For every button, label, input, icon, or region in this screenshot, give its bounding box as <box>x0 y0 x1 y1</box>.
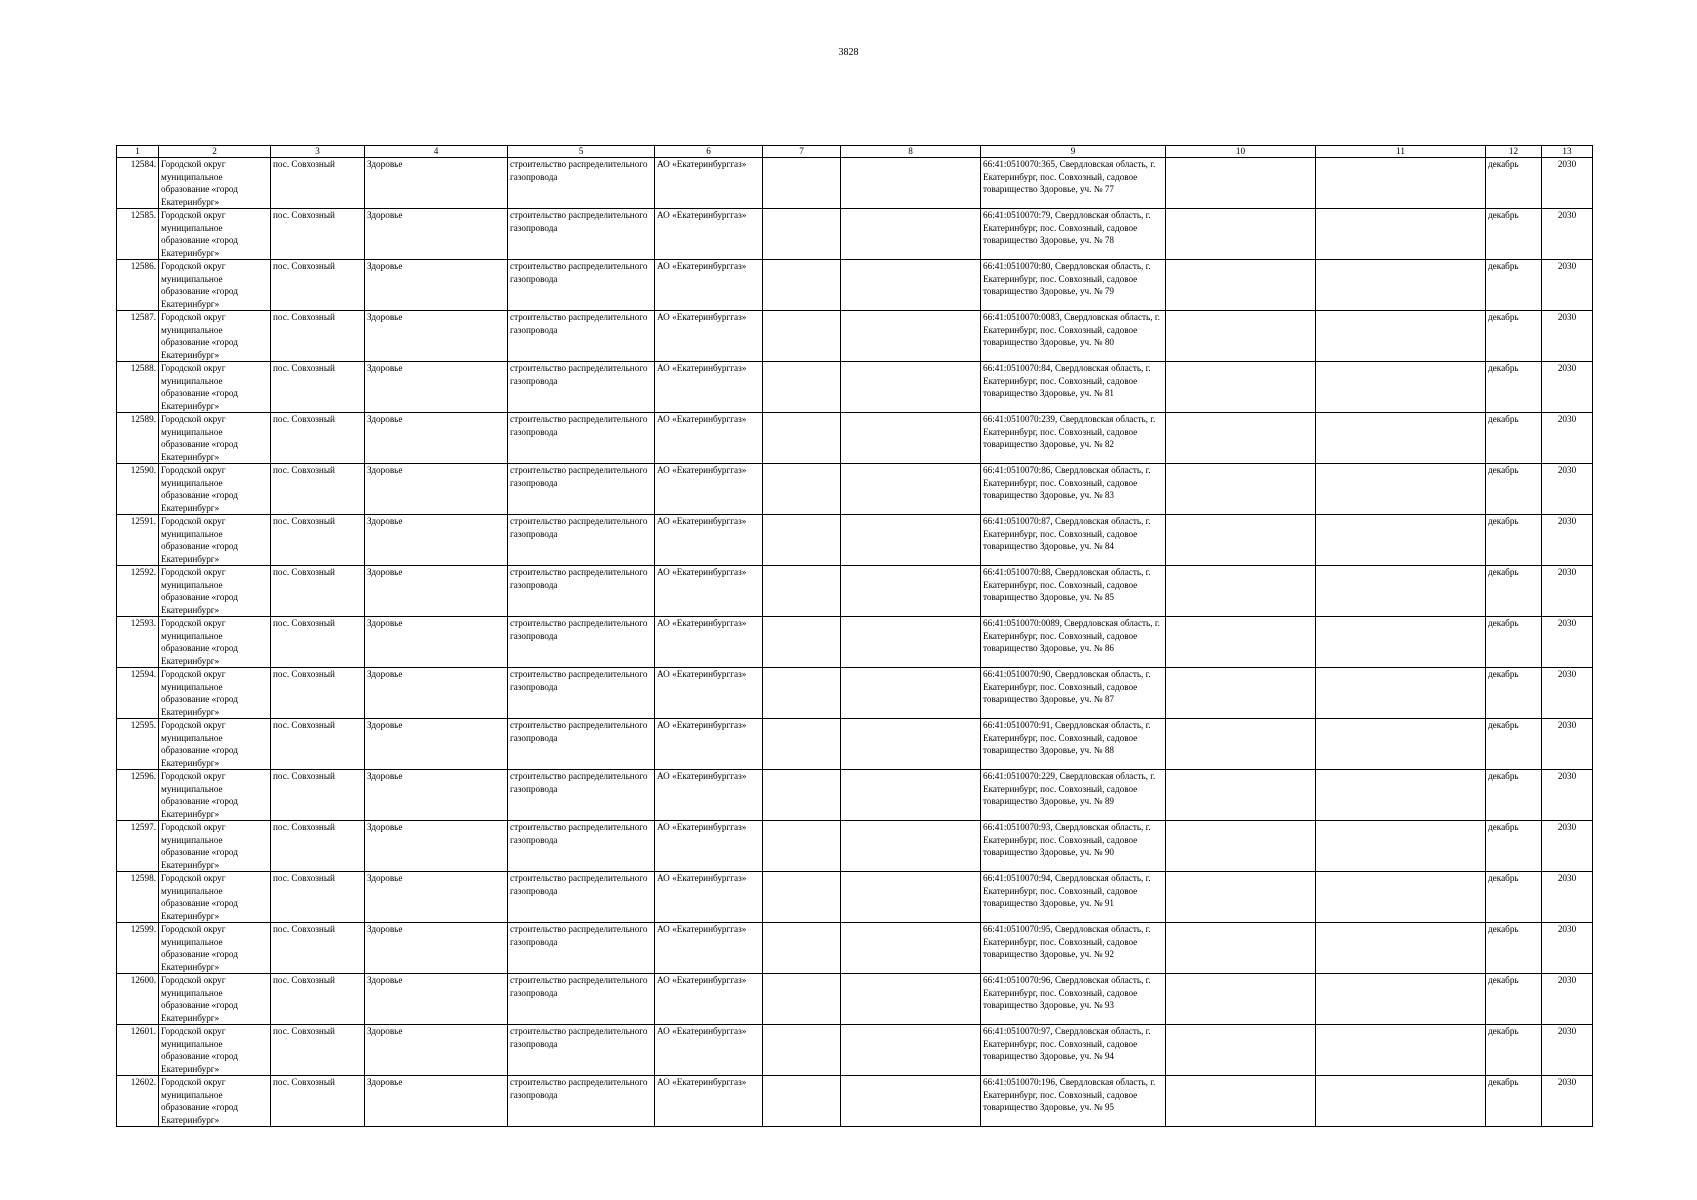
year-cell: 2030 <box>1542 209 1593 260</box>
column-10-cell <box>1166 617 1316 668</box>
column-10-cell <box>1166 311 1316 362</box>
parcel-cell: 66:41:0510070:84, Свердловская область, г. Екатеринбург, пос. Совхозный, садовое товарищество Здоровье, уч. № 81 <box>981 362 1166 413</box>
row-number-cell: 12595. <box>117 719 159 770</box>
table-row <box>117 158 1593 209</box>
organization-cell: АО «Екатеринбурггаз» <box>655 362 763 413</box>
column-8-cell <box>841 260 981 311</box>
purpose-cell: строительство распределительного газопровода <box>508 821 655 872</box>
organization-cell: АО «Екатеринбурггаз» <box>655 566 763 617</box>
column-header-1: 1 <box>117 146 159 158</box>
organization-cell: АО «Екатеринбурггаз» <box>655 311 763 362</box>
settlement-cell: пос. Совхозный <box>271 515 365 566</box>
column-11-cell <box>1316 464 1486 515</box>
column-8-cell <box>841 668 981 719</box>
table-row <box>117 413 1593 464</box>
purpose-cell: строительство распределительного газопровода <box>508 1025 655 1076</box>
column-header-5: 5 <box>508 146 655 158</box>
organization-cell: АО «Екатеринбурггаз» <box>655 158 763 209</box>
column-7-cell <box>763 260 841 311</box>
month-cell: декабрь <box>1486 923 1542 974</box>
column-11-cell <box>1316 209 1486 260</box>
territory-cell: Здоровье <box>365 260 508 311</box>
column-10-cell <box>1166 719 1316 770</box>
territory-cell: Здоровье <box>365 821 508 872</box>
month-cell: декабрь <box>1486 821 1542 872</box>
territory-cell: Здоровье <box>365 464 508 515</box>
territory-cell: Здоровье <box>365 1025 508 1076</box>
municipality-cell: Городской округ муниципальное образование «город Екатеринбург» <box>159 311 271 362</box>
table-row <box>117 464 1593 515</box>
organization-cell: АО «Екатеринбурггаз» <box>655 923 763 974</box>
organization-cell: АО «Екатеринбурггаз» <box>655 974 763 1025</box>
territory-cell: Здоровье <box>365 974 508 1025</box>
column-10-cell <box>1166 464 1316 515</box>
column-header-4: 4 <box>365 146 508 158</box>
settlement-cell: пос. Совхозный <box>271 1076 365 1127</box>
purpose-cell: строительство распределительного газопровода <box>508 668 655 719</box>
table-row <box>117 923 1593 974</box>
municipality-cell: Городской округ муниципальное образование «город Екатеринбург» <box>159 719 271 770</box>
column-header-12: 12 <box>1486 146 1542 158</box>
territory-cell: Здоровье <box>365 209 508 260</box>
column-8-cell <box>841 1076 981 1127</box>
column-header-3: 3 <box>271 146 365 158</box>
organization-cell: АО «Екатеринбурггаз» <box>655 668 763 719</box>
column-11-cell <box>1316 566 1486 617</box>
municipality-cell: Городской округ муниципальное образование «город Екатеринбург» <box>159 923 271 974</box>
municipality-cell: Городской округ муниципальное образование «город Екатеринбург» <box>159 515 271 566</box>
row-number-cell: 12592. <box>117 566 159 617</box>
column-7-cell <box>763 311 841 362</box>
organization-cell: АО «Екатеринбурггаз» <box>655 515 763 566</box>
column-10-cell <box>1166 872 1316 923</box>
register-table <box>116 145 1593 1127</box>
organization-cell: АО «Екатеринбурггаз» <box>655 1076 763 1127</box>
row-number-cell: 12593. <box>117 617 159 668</box>
column-10-cell <box>1166 566 1316 617</box>
row-number-cell: 12599. <box>117 923 159 974</box>
territory-cell: Здоровье <box>365 566 508 617</box>
column-8-cell <box>841 158 981 209</box>
column-header-10: 10 <box>1166 146 1316 158</box>
column-8-cell <box>841 413 981 464</box>
column-8-cell <box>841 311 981 362</box>
table-row <box>117 209 1593 260</box>
purpose-cell: строительство распределительного газопровода <box>508 260 655 311</box>
settlement-cell: пос. Совхозный <box>271 464 365 515</box>
month-cell: декабрь <box>1486 362 1542 413</box>
year-cell: 2030 <box>1542 311 1593 362</box>
purpose-cell: строительство распределительного газопровода <box>508 566 655 617</box>
column-header-8: 8 <box>841 146 981 158</box>
municipality-cell: Городской округ муниципальное образование «город Екатеринбург» <box>159 872 271 923</box>
row-number-cell: 12597. <box>117 821 159 872</box>
municipality-cell: Городской округ муниципальное образование «город Екатеринбург» <box>159 974 271 1025</box>
table-row <box>117 974 1593 1025</box>
purpose-cell: строительство распределительного газопровода <box>508 1076 655 1127</box>
column-11-cell <box>1316 362 1486 413</box>
territory-cell: Здоровье <box>365 158 508 209</box>
year-cell: 2030 <box>1542 464 1593 515</box>
year-cell: 2030 <box>1542 923 1593 974</box>
month-cell: декабрь <box>1486 617 1542 668</box>
municipality-cell: Городской округ муниципальное образование «город Екатеринбург» <box>159 260 271 311</box>
month-cell: декабрь <box>1486 566 1542 617</box>
municipality-cell: Городской округ муниципальное образование «город Екатеринбург» <box>159 464 271 515</box>
municipality-cell: Городской округ муниципальное образование «город Екатеринбург» <box>159 1076 271 1127</box>
page-number: 3828 <box>838 47 859 58</box>
column-7-cell <box>763 872 841 923</box>
column-10-cell <box>1166 668 1316 719</box>
territory-cell: Здоровье <box>365 719 508 770</box>
settlement-cell: пос. Совхозный <box>271 821 365 872</box>
organization-cell: АО «Екатеринбурггаз» <box>655 1025 763 1076</box>
column-7-cell <box>763 668 841 719</box>
column-header-2: 2 <box>159 146 271 158</box>
purpose-cell: строительство распределительного газопровода <box>508 158 655 209</box>
column-10-cell <box>1166 974 1316 1025</box>
purpose-cell: строительство распределительного газопровода <box>508 362 655 413</box>
settlement-cell: пос. Совхозный <box>271 566 365 617</box>
municipality-cell: Городской округ муниципальное образование «город Екатеринбург» <box>159 821 271 872</box>
territory-cell: Здоровье <box>365 362 508 413</box>
column-11-cell <box>1316 1025 1486 1076</box>
month-cell: декабрь <box>1486 1025 1542 1076</box>
parcel-cell: 66:41:0510070:94, Свердловская область, г. Екатеринбург, пос. Совхозный, садовое товарищество Здоровье, уч. № 91 <box>981 872 1166 923</box>
parcel-cell: 66:41:0510070:91, Свердловская область, г. Екатеринбург, пос. Совхозный, садовое товарищество Здоровье, уч. № 88 <box>981 719 1166 770</box>
column-10-cell <box>1166 209 1316 260</box>
organization-cell: АО «Екатеринбурггаз» <box>655 464 763 515</box>
row-number-cell: 12589. <box>117 413 159 464</box>
column-7-cell <box>763 362 841 413</box>
parcel-cell: 66:41:0510070:93, Свердловская область, г. Екатеринбург, пос. Совхозный, садовое товарищество Здоровье, уч. № 90 <box>981 821 1166 872</box>
column-8-cell <box>841 872 981 923</box>
municipality-cell: Городской округ муниципальное образование «город Екатеринбург» <box>159 617 271 668</box>
column-7-cell <box>763 158 841 209</box>
column-7-cell <box>763 923 841 974</box>
month-cell: декабрь <box>1486 311 1542 362</box>
month-cell: декабрь <box>1486 515 1542 566</box>
settlement-cell: пос. Совхозный <box>271 770 365 821</box>
territory-cell: Здоровье <box>365 617 508 668</box>
settlement-cell: пос. Совхозный <box>271 872 365 923</box>
municipality-cell: Городской округ муниципальное образование «город Екатеринбург» <box>159 566 271 617</box>
parcel-cell: 66:41:0510070:0089, Свердловская область, г. Екатеринбург, пос. Совхозный, садовое товарищество Здоровье, уч. № 86 <box>981 617 1166 668</box>
year-cell: 2030 <box>1542 260 1593 311</box>
settlement-cell: пос. Совхозный <box>271 668 365 719</box>
territory-cell: Здоровье <box>365 515 508 566</box>
row-number-cell: 12594. <box>117 668 159 719</box>
column-7-cell <box>763 617 841 668</box>
purpose-cell: строительство распределительного газопровода <box>508 515 655 566</box>
table-row <box>117 872 1593 923</box>
territory-cell: Здоровье <box>365 1076 508 1127</box>
column-header-6: 6 <box>655 146 763 158</box>
column-11-cell <box>1316 311 1486 362</box>
column-8-cell <box>841 974 981 1025</box>
column-header-11: 11 <box>1316 146 1486 158</box>
month-cell: декабрь <box>1486 260 1542 311</box>
municipality-cell: Городской округ муниципальное образование «город Екатеринбург» <box>159 1025 271 1076</box>
parcel-cell: 66:41:0510070:79, Свердловская область, г. Екатеринбург, пос. Совхозный, садовое товарищество Здоровье, уч. № 78 <box>981 209 1166 260</box>
row-number-cell: 12596. <box>117 770 159 821</box>
column-8-cell <box>841 464 981 515</box>
purpose-cell: строительство распределительного газопровода <box>508 617 655 668</box>
column-header-13: 13 <box>1542 146 1593 158</box>
table-row <box>117 311 1593 362</box>
column-11-cell <box>1316 260 1486 311</box>
column-header-7: 7 <box>763 146 841 158</box>
column-number-row <box>117 146 1593 158</box>
year-cell: 2030 <box>1542 158 1593 209</box>
year-cell: 2030 <box>1542 974 1593 1025</box>
column-11-cell <box>1316 617 1486 668</box>
month-cell: декабрь <box>1486 158 1542 209</box>
column-7-cell <box>763 719 841 770</box>
parcel-cell: 66:41:0510070:365, Свердловская область, г. Екатеринбург, пос. Совхозный, садовое товарищество Здоровье, уч. № 77 <box>981 158 1166 209</box>
year-cell: 2030 <box>1542 821 1593 872</box>
column-8-cell <box>841 566 981 617</box>
row-number-cell: 12598. <box>117 872 159 923</box>
table-row <box>117 260 1593 311</box>
table-row <box>117 668 1593 719</box>
parcel-cell: 66:41:0510070:90, Свердловская область, г. Екатеринбург, пос. Совхозный, садовое товарищество Здоровье, уч. № 87 <box>981 668 1166 719</box>
month-cell: декабрь <box>1486 719 1542 770</box>
month-cell: декабрь <box>1486 770 1542 821</box>
column-10-cell <box>1166 362 1316 413</box>
settlement-cell: пос. Совхозный <box>271 311 365 362</box>
row-number-cell: 12600. <box>117 974 159 1025</box>
column-7-cell <box>763 821 841 872</box>
month-cell: декабрь <box>1486 464 1542 515</box>
purpose-cell: строительство распределительного газопровода <box>508 974 655 1025</box>
column-10-cell <box>1166 158 1316 209</box>
settlement-cell: пос. Совхозный <box>271 158 365 209</box>
municipality-cell: Городской округ муниципальное образование «город Екатеринбург» <box>159 770 271 821</box>
territory-cell: Здоровье <box>365 872 508 923</box>
parcel-cell: 66:41:0510070:196, Свердловская область, г. Екатеринбург, пос. Совхозный, садовое товарищество Здоровье, уч. № 95 <box>981 1076 1166 1127</box>
territory-cell: Здоровье <box>365 413 508 464</box>
year-cell: 2030 <box>1542 413 1593 464</box>
municipality-cell: Городской округ муниципальное образование «город Екатеринбург» <box>159 209 271 260</box>
column-11-cell <box>1316 413 1486 464</box>
column-8-cell <box>841 923 981 974</box>
year-cell: 2030 <box>1542 770 1593 821</box>
column-10-cell <box>1166 1076 1316 1127</box>
column-10-cell <box>1166 821 1316 872</box>
column-8-cell <box>841 770 981 821</box>
organization-cell: АО «Екатеринбурггаз» <box>655 617 763 668</box>
organization-cell: АО «Екатеринбурггаз» <box>655 260 763 311</box>
organization-cell: АО «Екатеринбурггаз» <box>655 413 763 464</box>
year-cell: 2030 <box>1542 515 1593 566</box>
column-7-cell <box>763 1076 841 1127</box>
purpose-cell: строительство распределительного газопровода <box>508 872 655 923</box>
column-10-cell <box>1166 260 1316 311</box>
column-7-cell <box>763 770 841 821</box>
column-11-cell <box>1316 158 1486 209</box>
table-row <box>117 1076 1593 1127</box>
organization-cell: АО «Екатеринбурггаз» <box>655 770 763 821</box>
year-cell: 2030 <box>1542 1076 1593 1127</box>
settlement-cell: пос. Совхозный <box>271 209 365 260</box>
settlement-cell: пос. Совхозный <box>271 260 365 311</box>
column-11-cell <box>1316 719 1486 770</box>
column-8-cell <box>841 821 981 872</box>
settlement-cell: пос. Совхозный <box>271 617 365 668</box>
month-cell: декабрь <box>1486 668 1542 719</box>
purpose-cell: строительство распределительного газопровода <box>508 464 655 515</box>
year-cell: 2030 <box>1542 1025 1593 1076</box>
table-row <box>117 515 1593 566</box>
organization-cell: АО «Екатеринбурггаз» <box>655 821 763 872</box>
table-row <box>117 617 1593 668</box>
table-row <box>117 770 1593 821</box>
parcel-cell: 66:41:0510070:80, Свердловская область, г. Екатеринбург, пос. Совхозный, садовое товарищество Здоровье, уч. № 79 <box>981 260 1166 311</box>
column-11-cell <box>1316 872 1486 923</box>
column-8-cell <box>841 1025 981 1076</box>
row-number-cell: 12587. <box>117 311 159 362</box>
column-11-cell <box>1316 821 1486 872</box>
column-10-cell <box>1166 413 1316 464</box>
column-7-cell <box>763 515 841 566</box>
table-row <box>117 719 1593 770</box>
month-cell: декабрь <box>1486 209 1542 260</box>
year-cell: 2030 <box>1542 668 1593 719</box>
municipality-cell: Городской округ муниципальное образование «город Екатеринбург» <box>159 362 271 413</box>
column-11-cell <box>1316 668 1486 719</box>
purpose-cell: строительство распределительного газопровода <box>508 311 655 362</box>
column-7-cell <box>763 464 841 515</box>
table-row <box>117 566 1593 617</box>
column-11-cell <box>1316 923 1486 974</box>
parcel-cell: 66:41:0510070:88, Свердловская область, г. Екатеринбург, пос. Совхозный, садовое товарищество Здоровье, уч. № 85 <box>981 566 1166 617</box>
table-row <box>117 821 1593 872</box>
parcel-cell: 66:41:0510070:86, Свердловская область, г. Екатеринбург, пос. Совхозный, садовое товарищество Здоровье, уч. № 83 <box>981 464 1166 515</box>
purpose-cell: строительство распределительного газопровода <box>508 209 655 260</box>
purpose-cell: строительство распределительного газопровода <box>508 770 655 821</box>
parcel-cell: 66:41:0510070:239, Свердловская область, г. Екатеринбург, пос. Совхозный, садовое товарищество Здоровье, уч. № 82 <box>981 413 1166 464</box>
column-8-cell <box>841 515 981 566</box>
table-body <box>117 158 1593 1127</box>
municipality-cell: Городской округ муниципальное образование «город Екатеринбург» <box>159 668 271 719</box>
column-11-cell <box>1316 974 1486 1025</box>
row-number-cell: 12591. <box>117 515 159 566</box>
parcel-cell: 66:41:0510070:97, Свердловская область, г. Екатеринбург, пос. Совхозный, садовое товарищество Здоровье, уч. № 94 <box>981 1025 1166 1076</box>
column-11-cell <box>1316 1076 1486 1127</box>
settlement-cell: пос. Совхозный <box>271 923 365 974</box>
settlement-cell: пос. Совхозный <box>271 1025 365 1076</box>
column-10-cell <box>1166 770 1316 821</box>
month-cell: декабрь <box>1486 872 1542 923</box>
table-row <box>117 1025 1593 1076</box>
municipality-cell: Городской округ муниципальное образование «город Екатеринбург» <box>159 413 271 464</box>
row-number-cell: 12602. <box>117 1076 159 1127</box>
parcel-cell: 66:41:0510070:87, Свердловская область, г. Екатеринбург, пос. Совхозный, садовое товарищество Здоровье, уч. № 84 <box>981 515 1166 566</box>
month-cell: декабрь <box>1486 413 1542 464</box>
year-cell: 2030 <box>1542 566 1593 617</box>
settlement-cell: пос. Совхозный <box>271 413 365 464</box>
table-header <box>117 146 1593 158</box>
parcel-cell: 66:41:0510070:95, Свердловская область, г. Екатеринбург, пос. Совхозный, садовое товарищество Здоровье, уч. № 92 <box>981 923 1166 974</box>
column-8-cell <box>841 617 981 668</box>
column-header-9: 9 <box>981 146 1166 158</box>
organization-cell: АО «Екатеринбурггаз» <box>655 719 763 770</box>
purpose-cell: строительство распределительного газопровода <box>508 413 655 464</box>
row-number-cell: 12585. <box>117 209 159 260</box>
column-11-cell <box>1316 515 1486 566</box>
year-cell: 2030 <box>1542 719 1593 770</box>
row-number-cell: 12590. <box>117 464 159 515</box>
parcel-cell: 66:41:0510070:229, Свердловская область, г. Екатеринбург, пос. Совхозный, садовое товарищество Здоровье, уч. № 89 <box>981 770 1166 821</box>
row-number-cell: 12586. <box>117 260 159 311</box>
month-cell: декабрь <box>1486 1076 1542 1127</box>
purpose-cell: строительство распределительного газопровода <box>508 923 655 974</box>
column-7-cell <box>763 413 841 464</box>
settlement-cell: пос. Совхозный <box>271 362 365 413</box>
row-number-cell: 12588. <box>117 362 159 413</box>
municipality-cell: Городской округ муниципальное образование «город Екатеринбург» <box>159 158 271 209</box>
column-8-cell <box>841 209 981 260</box>
parcel-cell: 66:41:0510070:96, Свердловская область, г. Екатеринбург, пос. Совхозный, садовое товарищество Здоровье, уч. № 93 <box>981 974 1166 1025</box>
year-cell: 2030 <box>1542 872 1593 923</box>
settlement-cell: пос. Совхозный <box>271 719 365 770</box>
territory-cell: Здоровье <box>365 770 508 821</box>
column-10-cell <box>1166 515 1316 566</box>
column-8-cell <box>841 719 981 770</box>
row-number-cell: 12601. <box>117 1025 159 1076</box>
year-cell: 2030 <box>1542 362 1593 413</box>
purpose-cell: строительство распределительного газопровода <box>508 719 655 770</box>
column-7-cell <box>763 566 841 617</box>
month-cell: декабрь <box>1486 974 1542 1025</box>
table-row <box>117 362 1593 413</box>
organization-cell: АО «Екатеринбурггаз» <box>655 209 763 260</box>
parcel-cell: 66:41:0510070:0083, Свердловская область, г. Екатеринбург, пос. Совхозный, садовое товарищество Здоровье, уч. № 80 <box>981 311 1166 362</box>
organization-cell: АО «Екатеринбурггаз» <box>655 872 763 923</box>
column-7-cell <box>763 1025 841 1076</box>
column-8-cell <box>841 362 981 413</box>
settlement-cell: пос. Совхозный <box>271 974 365 1025</box>
column-7-cell <box>763 209 841 260</box>
territory-cell: Здоровье <box>365 668 508 719</box>
column-11-cell <box>1316 770 1486 821</box>
column-7-cell <box>763 974 841 1025</box>
column-10-cell <box>1166 1025 1316 1076</box>
row-number-cell: 12584. <box>117 158 159 209</box>
territory-cell: Здоровье <box>365 311 508 362</box>
column-10-cell <box>1166 923 1316 974</box>
year-cell: 2030 <box>1542 617 1593 668</box>
territory-cell: Здоровье <box>365 923 508 974</box>
